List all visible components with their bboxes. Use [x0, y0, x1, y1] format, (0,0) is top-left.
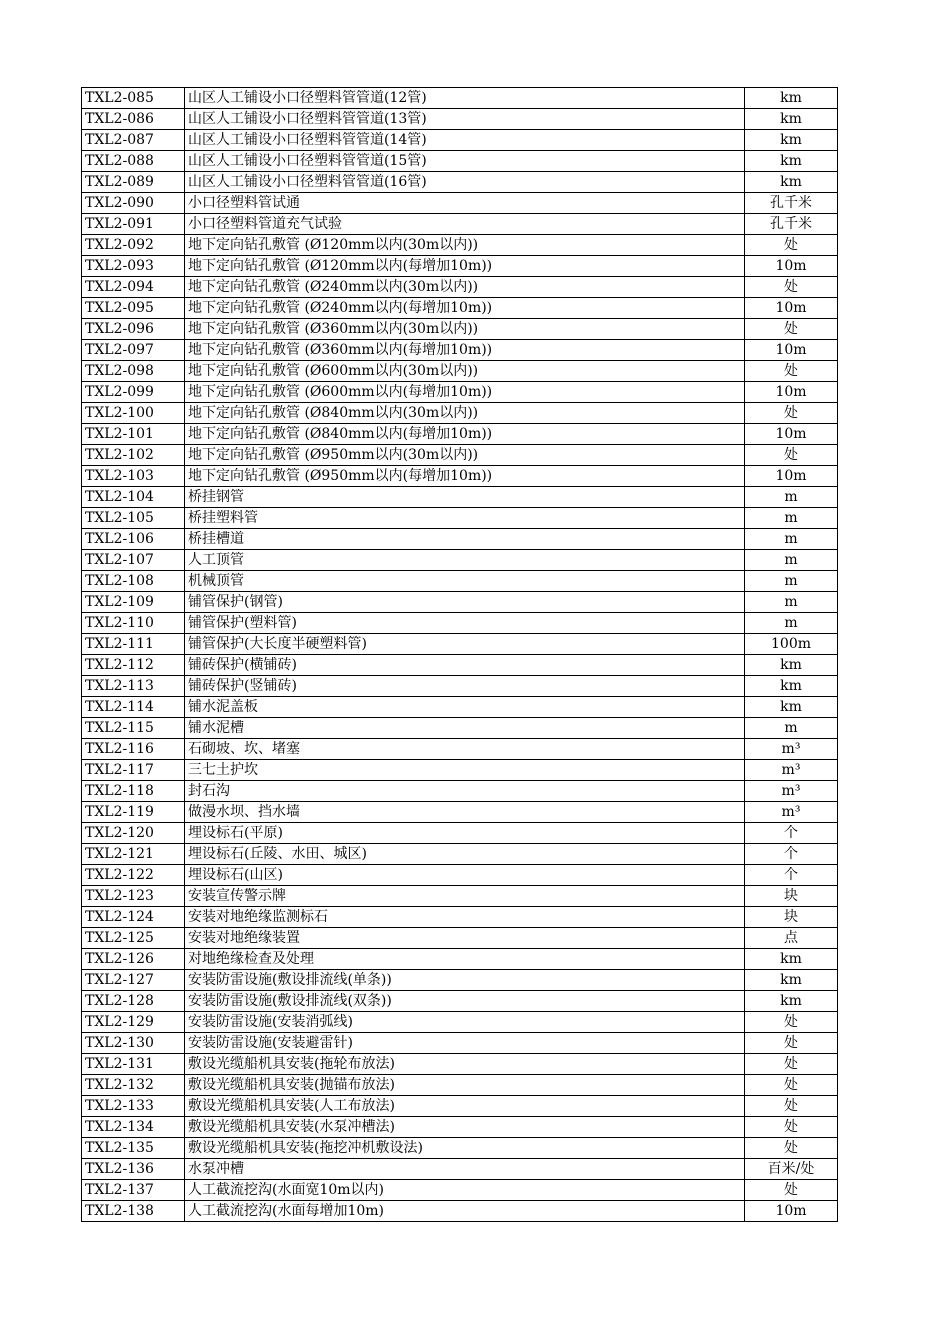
item-unit-cell[interactable]: km — [745, 172, 838, 193]
table-row — [82, 214, 838, 235]
item-name-cell[interactable]: 山区人工铺设小口径塑料管管道(12管) — [185, 88, 745, 109]
table-row — [82, 277, 838, 298]
item-code-cell[interactable]: TXL2-115 — [82, 718, 185, 739]
item-code-cell[interactable]: TXL2-106 — [82, 529, 185, 550]
table-row — [82, 529, 838, 550]
item-name-cell[interactable]: 地下定向钻孔敷管 (Ø840mm以内(每增加10m)) — [185, 424, 745, 445]
item-code-cell[interactable]: TXL2-132 — [82, 1075, 185, 1096]
item-code-cell[interactable]: TXL2-127 — [82, 970, 185, 991]
item-unit-cell[interactable]: 处 — [745, 235, 838, 256]
table-row — [82, 571, 838, 592]
item-code-cell[interactable]: TXL2-094 — [82, 277, 185, 298]
item-name-cell[interactable]: 地下定向钻孔敷管 (Ø950mm以内(每增加10m)) — [185, 466, 745, 487]
item-name-cell[interactable]: 铺管保护(钢管) — [185, 592, 745, 613]
item-unit-cell[interactable]: 处 — [745, 403, 838, 424]
item-name-cell[interactable]: 铺水泥盖板 — [185, 697, 745, 718]
item-unit-cell[interactable]: km — [745, 991, 838, 1012]
item-name-cell[interactable]: 地下定向钻孔敷管 (Ø600mm以内(每增加10m)) — [185, 382, 745, 403]
item-unit-cell[interactable]: km — [745, 88, 838, 109]
table-row — [82, 739, 838, 760]
item-name-cell[interactable]: 地下定向钻孔敷管 (Ø360mm以内(30m以内)) — [185, 319, 745, 340]
item-name-cell[interactable]: 地下定向钻孔敷管 (Ø120mm以内(30m以内)) — [185, 235, 745, 256]
item-name-cell[interactable]: 安装防雷设施(敷设排流线(双条)) — [185, 991, 745, 1012]
table-row — [82, 466, 838, 487]
item-code-cell[interactable]: TXL2-109 — [82, 592, 185, 613]
item-unit-cell[interactable]: m — [745, 487, 838, 508]
item-unit-cell[interactable]: km — [745, 949, 838, 970]
item-name-cell[interactable]: 地下定向钻孔敷管 (Ø240mm以内(30m以内)) — [185, 277, 745, 298]
item-unit-cell[interactable]: m — [745, 718, 838, 739]
table-row — [82, 823, 838, 844]
table-row — [82, 550, 838, 571]
item-name-cell[interactable]: 安装宣传警示牌 — [185, 886, 745, 907]
item-name-cell[interactable]: 山区人工铺设小口径塑料管管道(14管) — [185, 130, 745, 151]
table-row — [82, 655, 838, 676]
item-unit-cell[interactable]: km — [745, 970, 838, 991]
item-name-cell[interactable]: 山区人工铺设小口径塑料管管道(16管) — [185, 172, 745, 193]
item-name-cell[interactable]: 铺砖保护(竖铺砖) — [185, 676, 745, 697]
table-row — [82, 319, 838, 340]
item-code-cell[interactable]: TXL2-098 — [82, 361, 185, 382]
table-row — [82, 340, 838, 361]
item-code-cell[interactable]: TXL2-124 — [82, 907, 185, 928]
table-row — [82, 970, 838, 991]
item-unit-cell[interactable]: 10m — [745, 256, 838, 277]
item-code-cell[interactable]: TXL2-088 — [82, 151, 185, 172]
item-code-cell[interactable]: TXL2-137 — [82, 1180, 185, 1201]
item-code-cell[interactable]: TXL2-129 — [82, 1012, 185, 1033]
item-name-cell[interactable]: 地下定向钻孔敷管 (Ø840mm以内(30m以内)) — [185, 403, 745, 424]
item-unit-cell[interactable]: km — [745, 109, 838, 130]
item-code-cell[interactable]: TXL2-113 — [82, 676, 185, 697]
item-unit-cell[interactable]: 处 — [745, 1033, 838, 1054]
item-name-cell[interactable]: 桥挂槽道 — [185, 529, 745, 550]
item-code-cell[interactable]: TXL2-104 — [82, 487, 185, 508]
table-row — [82, 151, 838, 172]
item-code-cell[interactable]: TXL2-122 — [82, 865, 185, 886]
item-unit-cell[interactable]: 10m — [745, 424, 838, 445]
table-row — [82, 88, 838, 109]
item-code-cell[interactable]: TXL2-091 — [82, 214, 185, 235]
item-code-cell[interactable]: TXL2-138 — [82, 1201, 185, 1222]
table-row — [82, 928, 838, 949]
table-row — [82, 1096, 838, 1117]
quota-table-body — [82, 88, 838, 1222]
item-name-cell[interactable]: 地下定向钻孔敷管 (Ø360mm以内(每增加10m)) — [185, 340, 745, 361]
item-unit-cell[interactable]: 个 — [745, 844, 838, 865]
item-name-cell[interactable]: 小口径塑料管道充气试验 — [185, 214, 745, 235]
item-name-cell[interactable]: 桥挂钢管 — [185, 487, 745, 508]
table-row — [82, 508, 838, 529]
table-row — [82, 907, 838, 928]
item-name-cell[interactable]: 水泵冲槽 — [185, 1159, 745, 1180]
item-unit-cell[interactable]: m³ — [745, 739, 838, 760]
item-code-cell[interactable]: TXL2-097 — [82, 340, 185, 361]
table-row — [82, 802, 838, 823]
table-row — [82, 865, 838, 886]
item-unit-cell[interactable]: km — [745, 676, 838, 697]
item-name-cell[interactable]: 敷设光缆船机具安装(抛锚布放法) — [185, 1075, 745, 1096]
table-row — [82, 1054, 838, 1075]
table-row — [82, 613, 838, 634]
table-row — [82, 193, 838, 214]
table-row — [82, 844, 838, 865]
item-code-cell[interactable]: TXL2-128 — [82, 991, 185, 1012]
table-row — [82, 676, 838, 697]
table-row — [82, 949, 838, 970]
item-code-cell[interactable]: TXL2-086 — [82, 109, 185, 130]
table-row — [82, 130, 838, 151]
item-name-cell[interactable]: 铺水泥槽 — [185, 718, 745, 739]
table-row — [82, 1159, 838, 1180]
item-code-cell[interactable]: TXL2-093 — [82, 256, 185, 277]
table-row — [82, 424, 838, 445]
item-name-cell[interactable]: 人工截流挖沟(水面宽10m以内) — [185, 1180, 745, 1201]
item-code-cell[interactable]: TXL2-136 — [82, 1159, 185, 1180]
item-unit-cell[interactable]: 100m — [745, 634, 838, 655]
item-name-cell[interactable]: 小口径塑料管试通 — [185, 193, 745, 214]
item-code-cell[interactable]: TXL2-111 — [82, 634, 185, 655]
item-code-cell[interactable]: TXL2-114 — [82, 697, 185, 718]
item-code-cell[interactable]: TXL2-101 — [82, 424, 185, 445]
item-unit-cell[interactable]: 孔千米 — [745, 193, 838, 214]
table-row — [82, 592, 838, 613]
item-name-cell[interactable]: 封石沟 — [185, 781, 745, 802]
item-unit-cell[interactable]: m — [745, 613, 838, 634]
item-unit-cell[interactable]: 处 — [745, 319, 838, 340]
item-code-cell[interactable]: TXL2-131 — [82, 1054, 185, 1075]
item-code-cell[interactable]: TXL2-135 — [82, 1138, 185, 1159]
item-name-cell[interactable]: 铺管保护(大长度半硬塑料管) — [185, 634, 745, 655]
table-row — [82, 1138, 838, 1159]
item-unit-cell[interactable]: m — [745, 550, 838, 571]
item-name-cell[interactable]: 安装防雷设施(安装消弧线) — [185, 1012, 745, 1033]
item-name-cell[interactable]: 地下定向钻孔敷管 (Ø600mm以内(30m以内)) — [185, 361, 745, 382]
item-name-cell[interactable]: 敷设光缆船机具安装(拖挖冲机敷设法) — [185, 1138, 745, 1159]
item-unit-cell[interactable]: m³ — [745, 781, 838, 802]
item-code-cell[interactable]: TXL2-121 — [82, 844, 185, 865]
quota-table — [81, 87, 838, 1222]
item-name-cell[interactable]: 石砌坡、坎、堵塞 — [185, 739, 745, 760]
item-unit-cell[interactable]: 10m — [745, 340, 838, 361]
table-row — [82, 1117, 838, 1138]
item-code-cell[interactable]: TXL2-133 — [82, 1096, 185, 1117]
item-unit-cell[interactable]: km — [745, 151, 838, 172]
item-unit-cell[interactable]: 处 — [745, 361, 838, 382]
item-unit-cell[interactable]: 块 — [745, 886, 838, 907]
item-code-cell[interactable]: TXL2-103 — [82, 466, 185, 487]
item-unit-cell[interactable]: 处 — [745, 1075, 838, 1096]
item-code-cell[interactable]: TXL2-099 — [82, 382, 185, 403]
item-name-cell[interactable]: 安装防雷设施(安装避雷针) — [185, 1033, 745, 1054]
item-unit-cell[interactable]: 处 — [745, 1012, 838, 1033]
item-code-cell[interactable]: TXL2-120 — [82, 823, 185, 844]
item-code-cell[interactable]: TXL2-090 — [82, 193, 185, 214]
table-row — [82, 1075, 838, 1096]
item-name-cell[interactable]: 山区人工铺设小口径塑料管管道(13管) — [185, 109, 745, 130]
item-unit-cell[interactable]: km — [745, 697, 838, 718]
item-unit-cell[interactable]: m³ — [745, 760, 838, 781]
item-unit-cell[interactable]: m — [745, 508, 838, 529]
item-name-cell[interactable]: 敷设光缆船机具安装(水泵冲槽法) — [185, 1117, 745, 1138]
item-code-cell[interactable]: TXL2-105 — [82, 508, 185, 529]
table-row — [82, 361, 838, 382]
item-name-cell[interactable]: 人工顶管 — [185, 550, 745, 571]
item-name-cell[interactable]: 铺管保护(塑料管) — [185, 613, 745, 634]
item-name-cell[interactable]: 机械顶管 — [185, 571, 745, 592]
item-name-cell[interactable]: 对地绝缘检查及处理 — [185, 949, 745, 970]
item-unit-cell[interactable]: 处 — [745, 445, 838, 466]
item-unit-cell[interactable]: m — [745, 592, 838, 613]
item-name-cell[interactable]: 地下定向钻孔敷管 (Ø950mm以内(30m以内)) — [185, 445, 745, 466]
item-code-cell[interactable]: TXL2-096 — [82, 319, 185, 340]
item-name-cell[interactable]: 做漫水坝、挡水墙 — [185, 802, 745, 823]
item-unit-cell[interactable]: 处 — [745, 1138, 838, 1159]
item-code-cell[interactable]: TXL2-112 — [82, 655, 185, 676]
item-unit-cell[interactable]: 处 — [745, 1096, 838, 1117]
item-code-cell[interactable]: TXL2-102 — [82, 445, 185, 466]
item-unit-cell[interactable]: 块 — [745, 907, 838, 928]
table-row — [82, 1012, 838, 1033]
item-unit-cell[interactable]: km — [745, 655, 838, 676]
item-unit-cell[interactable]: m — [745, 571, 838, 592]
table-row — [82, 403, 838, 424]
item-unit-cell[interactable]: 处 — [745, 1180, 838, 1201]
item-unit-cell[interactable]: 10m — [745, 382, 838, 403]
item-name-cell[interactable]: 三七土护坎 — [185, 760, 745, 781]
item-code-cell[interactable]: TXL2-116 — [82, 739, 185, 760]
item-unit-cell[interactable]: 10m — [745, 466, 838, 487]
item-unit-cell[interactable]: 处 — [745, 1054, 838, 1075]
table-row — [82, 634, 838, 655]
table-row — [82, 886, 838, 907]
item-code-cell[interactable]: TXL2-130 — [82, 1033, 185, 1054]
item-code-cell[interactable]: TXL2-110 — [82, 613, 185, 634]
table-row — [82, 718, 838, 739]
item-unit-cell[interactable]: 10m — [745, 298, 838, 319]
item-code-cell[interactable]: TXL2-126 — [82, 949, 185, 970]
table-row — [82, 445, 838, 466]
item-name-cell[interactable]: 埋设标石(丘陵、水田、城区) — [185, 844, 745, 865]
item-code-cell[interactable]: TXL2-095 — [82, 298, 185, 319]
item-unit-cell[interactable]: 孔千米 — [745, 214, 838, 235]
item-unit-cell[interactable]: m — [745, 529, 838, 550]
item-code-cell[interactable]: TXL2-119 — [82, 802, 185, 823]
table-row — [82, 487, 838, 508]
table-row — [82, 172, 838, 193]
item-code-cell[interactable]: TXL2-085 — [82, 88, 185, 109]
table-row — [82, 991, 838, 1012]
item-name-cell[interactable]: 铺砖保护(横铺砖) — [185, 655, 745, 676]
table-row — [82, 1201, 838, 1222]
item-unit-cell[interactable]: 个 — [745, 865, 838, 886]
table-row — [82, 382, 838, 403]
item-code-cell[interactable]: TXL2-087 — [82, 130, 185, 151]
item-name-cell[interactable]: 埋设标石(平原) — [185, 823, 745, 844]
item-name-cell[interactable]: 敷设光缆船机具安装(人工布放法) — [185, 1096, 745, 1117]
item-name-cell[interactable]: 安装防雷设施(敷设排流线(单条)) — [185, 970, 745, 991]
item-code-cell[interactable]: TXL2-125 — [82, 928, 185, 949]
item-code-cell[interactable]: TXL2-107 — [82, 550, 185, 571]
item-code-cell[interactable]: TXL2-100 — [82, 403, 185, 424]
table-row — [82, 235, 838, 256]
table-row — [82, 298, 838, 319]
table-row — [82, 781, 838, 802]
item-name-cell[interactable]: 桥挂塑料管 — [185, 508, 745, 529]
item-name-cell[interactable]: 安装对地绝缘监测标石 — [185, 907, 745, 928]
item-code-cell[interactable]: TXL2-089 — [82, 172, 185, 193]
item-name-cell[interactable]: 地下定向钻孔敷管 (Ø240mm以内(每增加10m)) — [185, 298, 745, 319]
table-row — [82, 1180, 838, 1201]
item-unit-cell[interactable]: m³ — [745, 802, 838, 823]
table-row — [82, 697, 838, 718]
item-name-cell[interactable]: 山区人工铺设小口径塑料管管道(15管) — [185, 151, 745, 172]
table-row — [82, 1033, 838, 1054]
item-name-cell[interactable]: 人工截流挖沟(水面每增加10m) — [185, 1201, 745, 1222]
item-code-cell[interactable]: TXL2-117 — [82, 760, 185, 781]
item-name-cell[interactable]: 地下定向钻孔敷管 (Ø120mm以内(每增加10m)) — [185, 256, 745, 277]
item-code-cell[interactable]: TXL2-092 — [82, 235, 185, 256]
item-code-cell[interactable]: TXL2-108 — [82, 571, 185, 592]
item-code-cell[interactable]: TXL2-123 — [82, 886, 185, 907]
item-unit-cell[interactable]: 百米/处 — [745, 1159, 838, 1180]
item-unit-cell[interactable]: 个 — [745, 823, 838, 844]
table-row — [82, 256, 838, 277]
table-row — [82, 760, 838, 781]
item-name-cell[interactable]: 敷设光缆船机具安装(拖轮布放法) — [185, 1054, 745, 1075]
item-unit-cell[interactable]: 处 — [745, 277, 838, 298]
item-unit-cell[interactable]: 点 — [745, 928, 838, 949]
item-name-cell[interactable]: 安装对地绝缘装置 — [185, 928, 745, 949]
table-row — [82, 109, 838, 130]
item-code-cell[interactable]: TXL2-134 — [82, 1117, 185, 1138]
item-code-cell[interactable]: TXL2-118 — [82, 781, 185, 802]
item-unit-cell[interactable]: km — [745, 130, 838, 151]
item-unit-cell[interactable]: 10m — [745, 1201, 838, 1222]
item-unit-cell[interactable]: 处 — [745, 1117, 838, 1138]
item-name-cell[interactable]: 埋设标石(山区) — [185, 865, 745, 886]
